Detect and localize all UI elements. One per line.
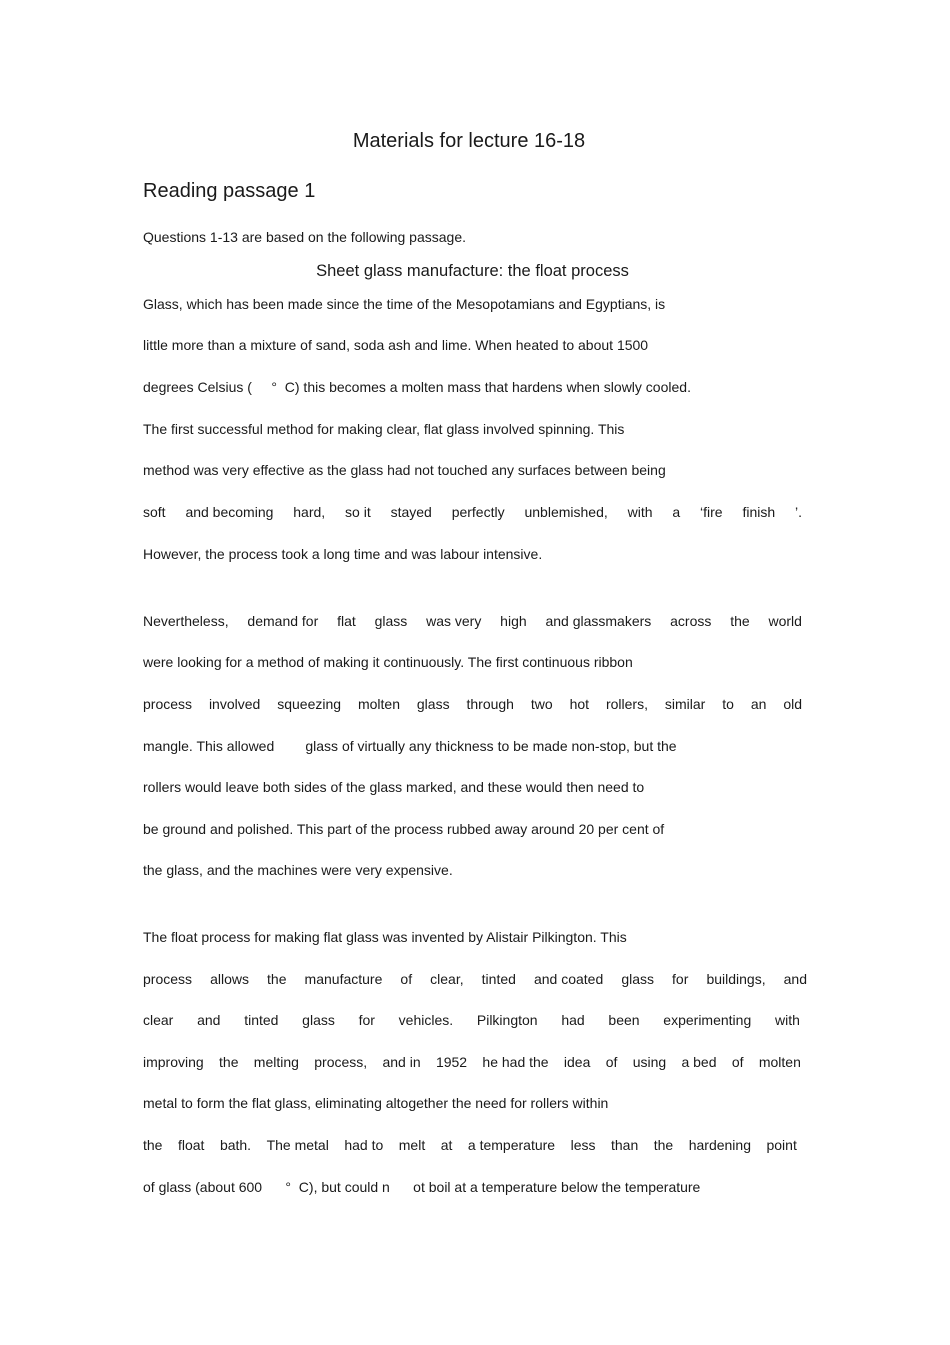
word: and xyxy=(783,971,807,987)
word: the xyxy=(219,1054,239,1070)
word: world xyxy=(768,613,802,629)
word: molten xyxy=(357,696,400,712)
word: The metal xyxy=(266,1137,329,1153)
paragraph-1-line-4: The first successful method for making clear, flat glass involved spinning. This xyxy=(143,421,625,437)
word: and xyxy=(197,1012,221,1028)
word: at xyxy=(440,1137,453,1153)
word: using xyxy=(632,1054,667,1070)
word: manufacture xyxy=(304,971,383,987)
word: 1952 xyxy=(435,1054,468,1070)
word: of xyxy=(400,971,413,987)
word: an xyxy=(750,696,767,712)
word: process, xyxy=(314,1054,368,1070)
word: the xyxy=(653,1137,674,1153)
section-heading: Reading passage 1 xyxy=(143,180,316,202)
word: less xyxy=(570,1137,596,1153)
paragraph-1-line-3: degrees Celsius ( ° C) this becomes a molten mass that hardens when slowly cooled. xyxy=(143,379,691,395)
word: and glassmakers xyxy=(545,613,652,629)
word: a xyxy=(672,504,681,520)
word: tinted xyxy=(244,1012,279,1028)
word: and coated xyxy=(533,971,604,987)
word: clear xyxy=(143,1012,174,1028)
paragraph-2-line-5: rollers would leave both sides of the glass marked, and these would then need to xyxy=(143,779,645,795)
word: similar xyxy=(664,696,706,712)
word: had xyxy=(561,1012,585,1028)
word: hardening xyxy=(688,1137,751,1153)
paragraph-2-line-4: mangle. This allowed glass of virtually any thickness to be made non-stop, but the xyxy=(143,738,677,754)
word: the xyxy=(730,613,750,629)
word: he had the xyxy=(482,1054,549,1070)
paragraph-1-line-5: method was very effective as the glass had not touched any surfaces between being xyxy=(143,462,666,478)
word: allows xyxy=(210,971,249,987)
word: soft xyxy=(143,504,166,520)
paragraph-3-line-4 xyxy=(143,1053,801,1071)
word: process xyxy=(143,696,193,712)
word: of xyxy=(605,1054,618,1070)
word: with xyxy=(774,1012,800,1028)
word: experimenting xyxy=(663,1012,752,1028)
word: a bed xyxy=(681,1054,717,1070)
document-title: Materials for lecture 16-18 xyxy=(352,130,586,152)
word: old xyxy=(783,696,802,712)
passage-title: Sheet glass manufacture: the float process xyxy=(316,262,629,280)
word: had to xyxy=(344,1137,384,1153)
word: molten xyxy=(758,1054,801,1070)
paragraph-2-line-7: the glass, and the machines were very expensive. xyxy=(143,862,453,878)
word: the xyxy=(143,1137,163,1153)
word: a temperature xyxy=(467,1137,556,1153)
paragraph-1-line-7: However, the process took a long time and was labour intensive. xyxy=(143,546,543,562)
word: glass xyxy=(416,696,450,712)
word: rollers, xyxy=(605,696,648,712)
word: point xyxy=(766,1137,797,1153)
word: than xyxy=(610,1137,639,1153)
word: float xyxy=(177,1137,205,1153)
paragraph-2-line-3 xyxy=(143,695,802,713)
word: of xyxy=(731,1054,744,1070)
word: involved xyxy=(208,696,261,712)
word: the xyxy=(267,971,287,987)
word: glass xyxy=(621,971,654,987)
paragraph-1-line-6 xyxy=(143,503,802,521)
word: high xyxy=(500,613,527,629)
paragraph-1-line-1: Glass, which has been made since the time of the Mesopotamians and Egyptians, is xyxy=(143,296,666,312)
word: so it xyxy=(345,504,371,520)
word: through xyxy=(466,696,514,712)
word: buildings, xyxy=(706,971,766,987)
paragraph-3-line-2 xyxy=(143,970,807,988)
word: for xyxy=(672,971,689,987)
paragraph-2-line-1 xyxy=(143,612,802,630)
word: ‘fire xyxy=(700,504,723,520)
paragraph-1-line-2: little more than a mixture of sand, soda ash and lime. When heated to about 1500 xyxy=(143,337,649,353)
word: hard, xyxy=(293,504,326,520)
word: melting xyxy=(253,1054,299,1070)
word: squeezing xyxy=(277,696,342,712)
word: glass xyxy=(302,1012,335,1028)
word: ’. xyxy=(795,504,802,520)
questions-intro: Questions 1-13 are based on the following passage. xyxy=(143,229,466,245)
word: process xyxy=(143,971,193,987)
word: been xyxy=(608,1012,640,1028)
word: perfectly xyxy=(451,504,505,520)
word: idea xyxy=(563,1054,591,1070)
word: was very xyxy=(426,613,482,629)
word: flat xyxy=(337,613,356,629)
paragraph-2-line-2: were looking for a method of making it continuously. The first continuous ribbon xyxy=(143,654,633,670)
word: to xyxy=(722,696,734,712)
paragraph-3-line-7: of glass (about 600 ° C), but could n ot boil at a temperature below the temperature xyxy=(143,1179,701,1195)
word: vehicles. xyxy=(398,1012,454,1028)
word: across xyxy=(670,613,712,629)
paragraph-3-line-6 xyxy=(143,1136,797,1154)
word: Pilkington xyxy=(476,1012,538,1028)
word: and becoming xyxy=(185,504,274,520)
word: Nevertheless, xyxy=(143,613,229,629)
paragraph-3-line-1: The float process for making flat glass was invented by Alistair Pilkington. This xyxy=(143,929,627,945)
paragraph-3-line-5: metal to form the flat glass, eliminating altogether the need for rollers within xyxy=(143,1095,609,1111)
word: unblemished, xyxy=(524,504,608,520)
word: bath. xyxy=(219,1137,252,1153)
word: improving xyxy=(143,1054,204,1070)
word: with xyxy=(627,504,653,520)
word: two xyxy=(530,696,553,712)
word: glass xyxy=(374,613,408,629)
word: melt xyxy=(398,1137,426,1153)
word: finish xyxy=(742,504,776,520)
word: demand for xyxy=(247,613,319,629)
word: tinted xyxy=(481,971,516,987)
paragraph-3-line-3 xyxy=(143,1011,800,1029)
word: clear, xyxy=(430,971,464,987)
word: stayed xyxy=(390,504,432,520)
word: hot xyxy=(569,696,590,712)
word: and in xyxy=(382,1054,421,1070)
word: for xyxy=(358,1012,375,1028)
paragraph-2-line-6: be ground and polished. This part of the process rubbed away around 20 per cent of xyxy=(143,821,665,837)
